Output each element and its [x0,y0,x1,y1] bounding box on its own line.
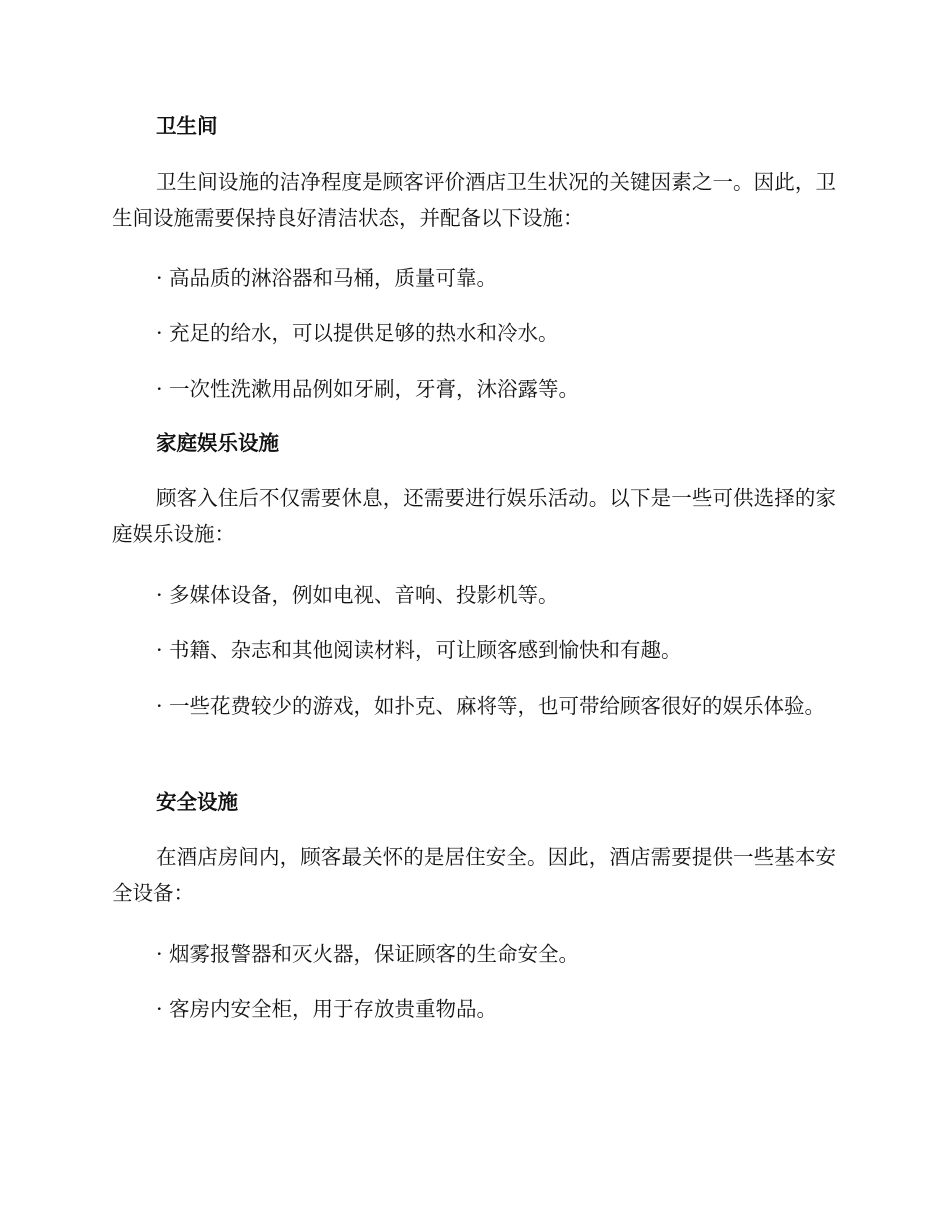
bullet-item: · 客房内安全柜，用于存放贵重物品。 [156,997,498,1021]
bullet-item: · 多媒体设备，例如电视、音响、投影机等。 [156,583,559,607]
bullet-item: · 书籍、杂志和其他阅读材料，可让顾客感到愉快和有趣。 [156,638,682,662]
bullet-item: · 充足的给水，可以提供足够的热水和冷水。 [156,321,559,345]
bullet-item: · 一次性洗漱用品例如牙刷，牙膏，沐浴露等。 [156,377,580,401]
bullet-item: · 烟雾报警器和灭火器，保证顾客的生命安全。 [156,942,580,966]
section-heading: 安全设施 [156,790,238,814]
section-paragraph: 在酒店房间内，顾客最关怀的是居住安全。因此，酒店需要提供一些基本安全设备： [112,845,836,905]
bullet-item: · 高品质的淋浴器和马桶，质量可靠。 [156,266,498,290]
bullet-item: · 一些花费较少的游戏，如扑克、麻将等，也可带给顾客很好的娱乐体验。 [156,694,826,718]
section-paragraph: 顾客入住后不仅需要休息，还需要进行娱乐活动。以下是一些可供选择的家庭娱乐设施： [112,486,836,546]
section-paragraph: 卫生间设施的洁净程度是顾客评价酒店卫生状况的关键因素之一。因此，卫生间设施需要保持良好清洁状态，并配备以下设施： [112,170,836,230]
section-heading: 卫生间 [156,114,218,138]
section-heading: 家庭娱乐设施 [156,431,279,455]
